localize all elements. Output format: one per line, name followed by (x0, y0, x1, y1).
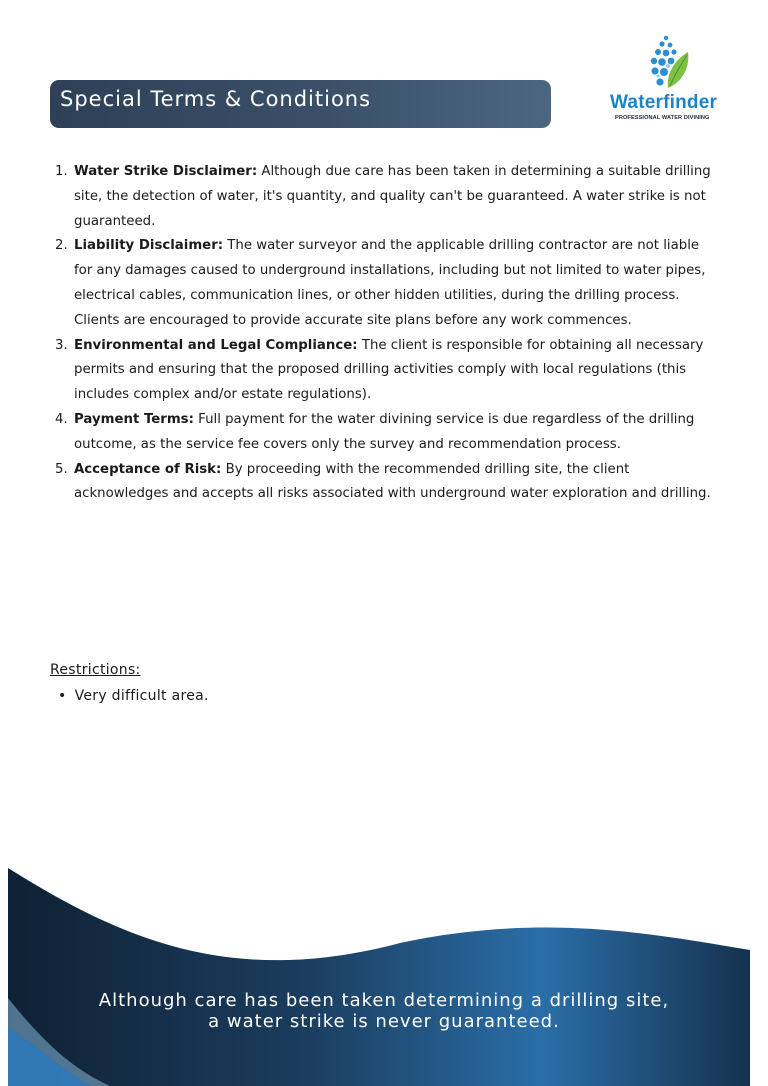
term-title: Environmental and Legal Compliance: (74, 337, 358, 353)
term-text: The client is responsible for obtaining all necessary permits and ensuring that the proposed drilling activities comply with local regulations (this includes complex and/or estate regulations). (74, 337, 704, 403)
footer-wave (0, 868, 768, 1086)
restrictions-heading: Restrictions: (50, 662, 141, 678)
page-title: Special Terms & Conditions (60, 87, 372, 111)
term-number: 1. (55, 164, 68, 179)
logo-tagline: PROFESSIONAL WATER DIVINING (615, 115, 710, 121)
term-title: Water Strike Disclaimer: (74, 164, 258, 179)
term-item (55, 160, 715, 234)
logo-name: Waterfinder (610, 92, 718, 113)
term-item (55, 234, 715, 333)
term-title: Payment Terms: (74, 411, 194, 427)
footer-disclaimer (0, 990, 768, 1032)
term-text: Full payment for the water divining service is due regardless of the drilling outcome, as the service fee covers only the survey and recommendation process. (74, 411, 695, 452)
term-text: By proceeding with the recommended drilling site, the client acknowledges and accepts all risks associated with underground water exploration and drilling. (74, 461, 711, 502)
restriction-item: • Very difficult area. (58, 688, 209, 704)
term-title: Acceptance of Risk: (74, 461, 222, 477)
term-number: 2. (55, 238, 68, 254)
restrictions-list (58, 688, 209, 704)
term-text: Although due care has been taken in determining a suitable drilling site, the detection of water, it's quantity, and quality can't be guaranteed. A water strike is not guaranteed. (74, 164, 711, 229)
terms-list (55, 160, 715, 507)
term-number: 5. (55, 461, 68, 477)
term-text: The water surveyor and the applicable drilling contractor are not liable for any damages caused to underground installations, including but not limited to water pipes, electrical cables, communication lines, or other hidden utilities, during the drilling process. Clients are encouraged to provide accurate site plans before any work commences. (74, 238, 706, 328)
term-item (55, 408, 715, 458)
footer-line-2: a water strike is never guaranteed. (208, 1011, 560, 1032)
term-number: 3. (55, 337, 68, 353)
term-title: Liability Disclaimer: (74, 238, 224, 254)
term-item (55, 458, 715, 508)
term-item (55, 334, 715, 408)
term-number: 4. (55, 411, 68, 427)
footer-line-1: Although care has been taken determining a drilling site, (98, 990, 670, 1011)
